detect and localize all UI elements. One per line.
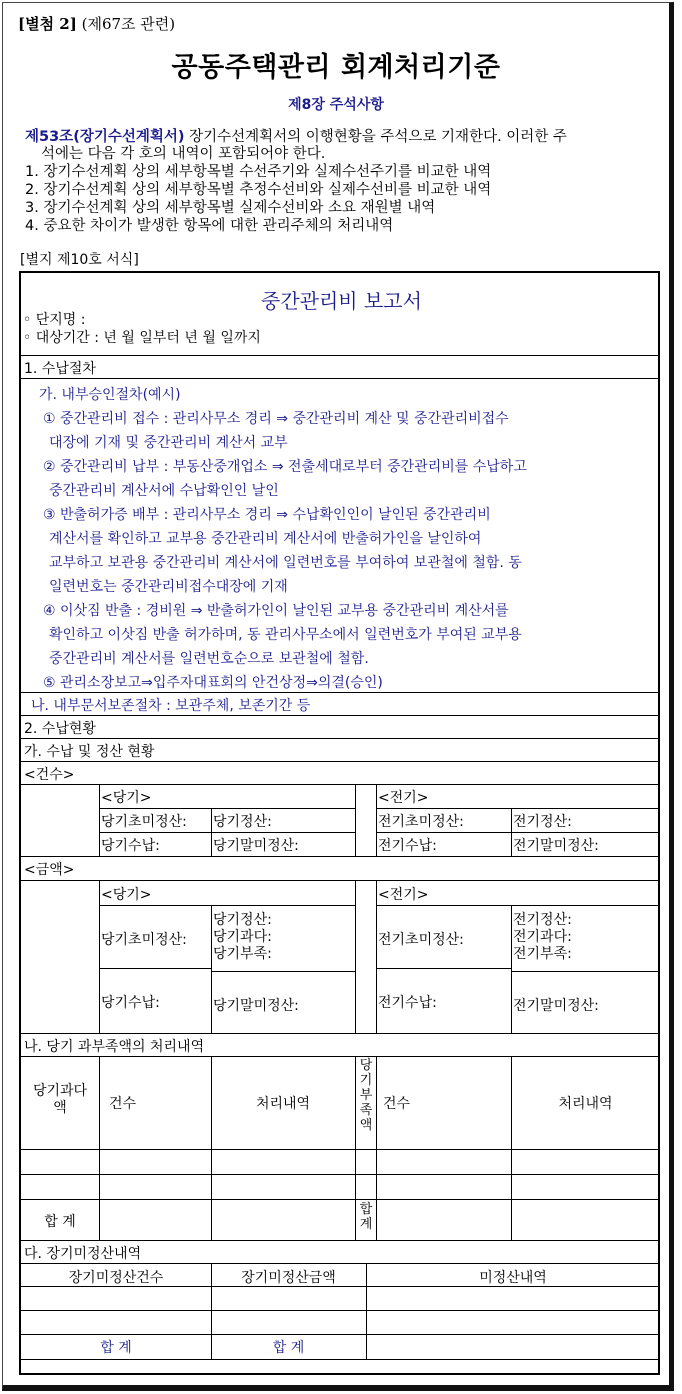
- amount-prev-end: 전기말미정산:: [513, 998, 599, 1014]
- amount-cur-over: 당기과다:: [213, 929, 272, 945]
- step-3-line-2: 계산서를 확인하고 교부용 중간관리비 계산서에 반출허가인을 날인하여: [49, 531, 482, 547]
- long-term-heading: 다. 장기미정산내역: [24, 1246, 142, 1262]
- step-5: ⑤ 관리소장보고⇒입주자대표회의 안건상정⇒의결(승인): [43, 675, 383, 691]
- lt-count-col: 장기미정산건수: [68, 1270, 164, 1286]
- count-previous-header: <전기>: [378, 790, 429, 806]
- document-title: 공동주택관리 회계처리기준: [171, 52, 501, 83]
- count-cur-recv: 당기수납:: [101, 838, 160, 854]
- article-item-4: 4. 중요한 차이가 발생한 항목에 대한 관리주체의 처리내역: [25, 218, 394, 234]
- page-frame: [2, 2, 674, 1391]
- period-field: ◦ 대상기간 : 년 월 일부터 년 월 일까지: [23, 330, 261, 346]
- article-line2: 석에는 다음 각 호의 내역이 포함되어야 한다.: [41, 146, 326, 162]
- article-line1: 장기수선계획서의 이행현황을 주석으로 기재한다. 이러한 주: [189, 129, 567, 145]
- article-item-1: 1. 장기수선계획 상의 세부항목별 수선주기와 실제수선주기를 비교한 내역: [25, 164, 492, 180]
- amount-prev-begin: 전기초미정산:: [378, 932, 464, 948]
- short-count-col: 건수: [383, 1096, 411, 1112]
- amount-cur-settle: 당기정산:: [213, 912, 272, 928]
- article-53: [25, 129, 567, 146]
- document-retention: 나. 내부문서보존절차 : 보관주체, 보존기간 등: [31, 698, 311, 714]
- step-3-line-3: 교부하고 보관용 중간관리비 계산서에 일련번호를 부여하여 보관철에 철함. 동: [49, 555, 522, 571]
- count-prev-end: 전기말미정산:: [513, 838, 599, 854]
- article-item-3: 3. 장기수선계획 상의 세부항목별 실제수선비와 소요 재원별 내역: [25, 200, 436, 216]
- chapter-heading: 제8장 주석사항: [288, 97, 384, 113]
- amount-prev-recv: 전기수납:: [378, 995, 437, 1011]
- count-cur-settle: 당기정산:: [213, 814, 272, 830]
- short-total: 합계: [359, 1202, 373, 1232]
- step-2-line-2: 중간관리비 계산서에 수납확인인 날인: [49, 483, 279, 499]
- section-1-heading: 1. 수납절차: [24, 361, 96, 377]
- step-4-line-2: 확인하고 이삿짐 반출 허가하며, 동 관리사무소에서 일련번호가 부여된 교부용: [49, 627, 522, 643]
- article-head: 제53조(장기수선계획서): [25, 129, 185, 145]
- count-prev-settle: 전기정산:: [513, 814, 572, 830]
- complex-name-field: ◦ 단지명 :: [23, 312, 86, 328]
- over-count-col: 건수: [109, 1096, 137, 1112]
- form-label: [별지 제10호 서식]: [20, 252, 139, 268]
- lt-detail-col: 미정산내역: [479, 1270, 547, 1286]
- count-label: <건수>: [24, 767, 75, 783]
- article-item-2: 2. 장기수선계획 상의 세부항목별 추정수선비와 실제수선비를 비교한 내역: [25, 182, 492, 198]
- amount-cur-recv: 당기수납:: [101, 995, 160, 1011]
- lt-amount-total: 합 계: [272, 1340, 305, 1356]
- step-3-line-1: ③ 반출허가증 배부 : 관리사무소 경리 ⇒ 수납확인인이 날인된 중간관리비: [43, 507, 491, 523]
- amount-prev-settle-group: [513, 912, 572, 963]
- lt-count-total: 합 계: [100, 1340, 132, 1356]
- section-2-heading: 2. 수납현황: [24, 721, 96, 737]
- amount-current-header: <당기>: [101, 887, 152, 903]
- step-4-line-3: 중간관리비 계산서를 일련번호순으로 보관철에 철함.: [49, 651, 369, 667]
- over-amount-label: 당기과다액: [32, 1083, 88, 1116]
- over-total: 합 계: [44, 1214, 76, 1230]
- amount-cur-begin: 당기초미정산:: [101, 932, 187, 948]
- count-cur-begin: 당기초미정산:: [101, 814, 187, 830]
- report-form: [19, 271, 660, 1375]
- step-4-line-1: ④ 이삿짐 반출 : 경비원 ⇒ 반출허가인이 날인된 교부용 중간관리비 계산서를: [43, 603, 509, 619]
- amount-cur-end: 당기말미정산:: [213, 998, 299, 1014]
- count-prev-recv: 전기수납:: [378, 838, 437, 854]
- step-1-line-1: ① 중간관리비 접수 : 관리사무소 경리 ⇒ 중간관리비 계산 및 중간관리비접수: [43, 411, 509, 427]
- annex-label: [별첨 2] (제67조 관련): [18, 15, 176, 33]
- amount-cur-short: 당기부족:: [213, 946, 272, 962]
- amount-prev-short: 전기부족:: [513, 946, 572, 962]
- step-3-line-4: 일련번호는 중간관리비접수대장에 기재: [49, 579, 288, 595]
- amount-previous-header: <전기>: [378, 887, 429, 903]
- over-short-heading: 나. 당기 과부족액의 처리내역: [24, 1039, 205, 1055]
- step-2-line-1: ② 중간관리비 납부 : 부동산중개업소 ⇒ 전출세대로부터 중간관리비를 수납하고: [43, 459, 527, 475]
- internal-approval-heading: 가. 내부승인절차(예시): [39, 387, 181, 403]
- count-current-header: <당기>: [101, 790, 152, 806]
- step-1-line-2: 대장에 기재 및 중간관리비 계산서 교부: [49, 435, 288, 451]
- amount-prev-over: 전기과다:: [513, 929, 572, 945]
- count-prev-begin: 전기초미정산:: [378, 814, 464, 830]
- count-cur-end: 당기말미정산:: [213, 838, 299, 854]
- short-amount-label: 당기부족액: [359, 1058, 373, 1133]
- amount-prev-settle: 전기정산:: [513, 912, 572, 928]
- amount-label: <금액>: [24, 862, 75, 878]
- report-title: 중간관리비 보고서: [261, 289, 422, 313]
- receipt-settlement-heading: 가. 수납 및 정산 현황: [24, 744, 155, 760]
- lt-amount-col: 장기미정산금액: [241, 1270, 336, 1286]
- amount-cur-settle-group: [213, 912, 272, 963]
- short-detail-col: 처리내역: [558, 1096, 613, 1112]
- over-detail-col: 처리내역: [255, 1096, 311, 1112]
